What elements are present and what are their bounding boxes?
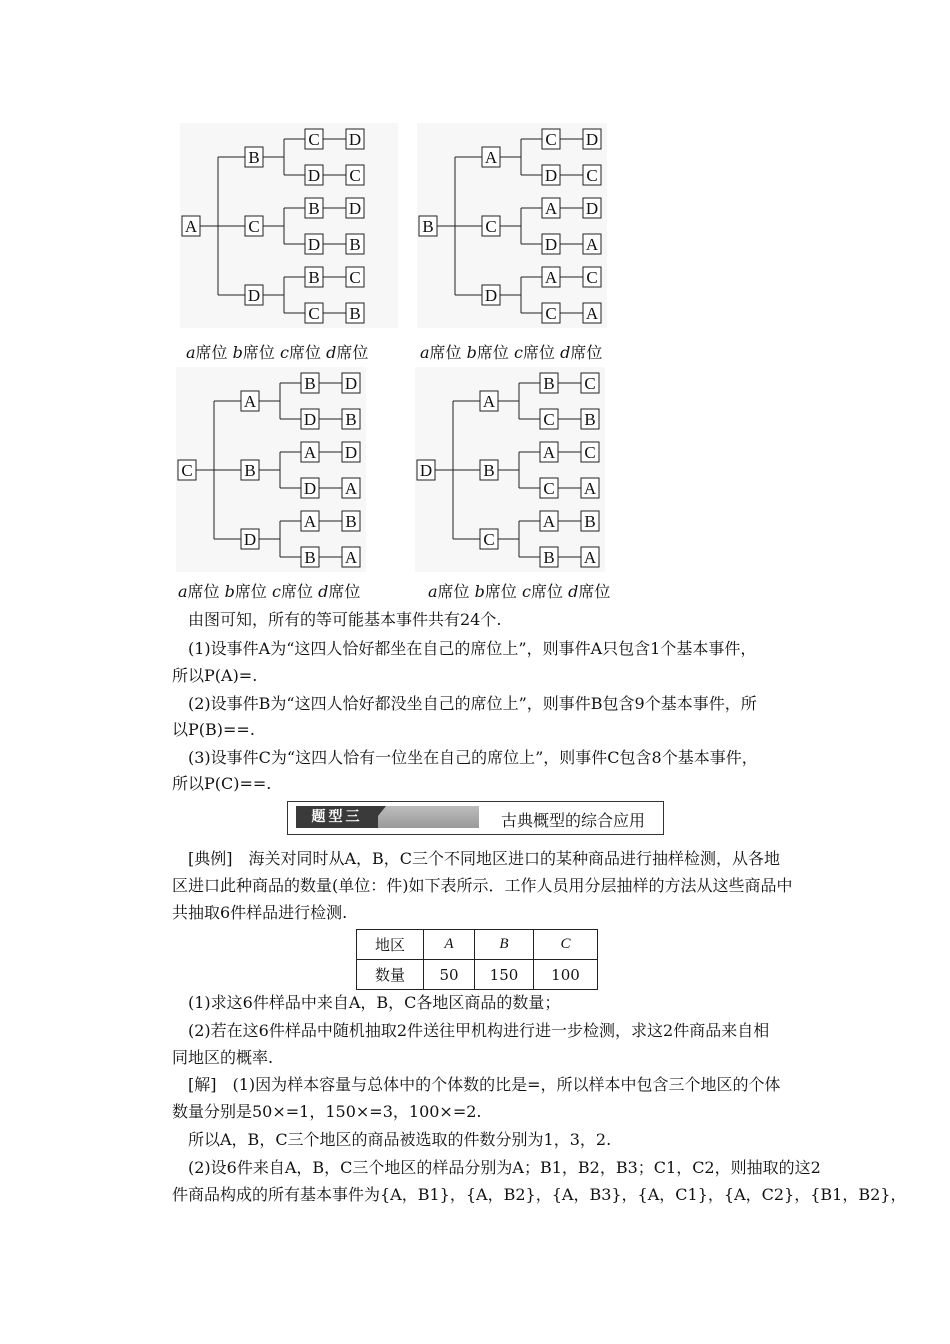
table-cell: 100 xyxy=(534,960,598,990)
svg-text:A: A xyxy=(184,217,198,236)
quantity-table xyxy=(356,929,598,990)
table-cell: A xyxy=(424,930,475,960)
svg-text:B: B xyxy=(308,199,320,218)
tree-leaf-node xyxy=(305,198,323,218)
tree-leaf-node xyxy=(581,511,599,531)
tree-leaf-node xyxy=(581,478,599,498)
svg-text:B: B xyxy=(543,548,555,567)
tree-leaf-node xyxy=(542,129,560,149)
caption-tree-d: a席位 b席位 c席位 d席位 xyxy=(428,582,611,601)
tree-leaf-node xyxy=(301,409,319,429)
tree-leaf-node xyxy=(540,409,558,429)
tree-leaf-node xyxy=(583,129,601,149)
tree-branch-node xyxy=(245,216,263,236)
table-cell: 150 xyxy=(475,960,534,990)
section-banner xyxy=(287,801,664,835)
tree-leaf-node xyxy=(342,511,360,531)
tree-leaf-node xyxy=(583,198,601,218)
tree-branch-node xyxy=(245,147,263,167)
tree-leaf-node xyxy=(540,442,558,462)
caption-tree-b: a席位 b席位 c席位 d席位 xyxy=(420,343,603,362)
tree-branch-node xyxy=(241,391,259,411)
paragraph: 以P(B)==. xyxy=(172,720,255,739)
svg-text:B: B xyxy=(543,374,555,393)
paragraph: 由图可知，所有的等可能基本事件共有24个. xyxy=(188,610,502,629)
tree-root-node xyxy=(419,216,437,236)
tree-leaf-node xyxy=(342,373,360,393)
table-cell: 地区 xyxy=(357,930,424,960)
paragraph: 数量分别是50×=1，150×=3，100×=2. xyxy=(172,1102,482,1121)
svg-text:A: A xyxy=(344,479,358,498)
tree-leaf-node xyxy=(542,165,560,185)
paragraph: 所以P(C)==. xyxy=(172,774,272,793)
tree-leaf-node xyxy=(301,373,319,393)
tree-leaf-node xyxy=(542,267,560,287)
svg-text:D: D xyxy=(348,199,362,218)
tree-leaf-node xyxy=(342,442,360,462)
tree-leaf-node xyxy=(540,511,558,531)
paragraph: [解] (1)因为样本容量与总体中的个体数的比是=，所以样本中包含三个地区的个体 xyxy=(188,1075,781,1094)
tree-leaf-node xyxy=(542,303,560,323)
svg-text:B: B xyxy=(248,148,260,167)
svg-text:A: A xyxy=(585,235,599,254)
tree-svg xyxy=(417,123,607,328)
svg-text:D: D xyxy=(303,479,317,498)
svg-text:D: D xyxy=(544,166,558,185)
tree-leaf-node xyxy=(342,409,360,429)
section-tag xyxy=(296,806,479,828)
paragraph: [典例] 海关对同时从A，B，C三个不同地区进口的某种商品进行抽样检测，从各地 xyxy=(188,849,781,868)
svg-text:D: D xyxy=(544,235,558,254)
tree-leaf-node xyxy=(305,234,323,254)
table-cell: 数量 xyxy=(357,960,424,990)
svg-text:D: D xyxy=(303,410,317,429)
paragraph: 所以A，B，C三个地区的商品被选取的件数分别为1，3，2. xyxy=(188,1130,612,1149)
svg-text:C: C xyxy=(308,130,320,149)
caption-tree-a: a席位 b席位 c席位 d席位 xyxy=(186,343,369,362)
tree-leaf-node xyxy=(581,442,599,462)
svg-text:C: C xyxy=(584,374,596,393)
paragraph: (2)若在这6件样品中随机抽取2件送往甲机构进行进一步检测，求这2件商品来自相 xyxy=(188,1021,770,1040)
svg-text:C: C xyxy=(545,130,557,149)
svg-text:D: D xyxy=(348,130,362,149)
section-tag-label: 题型三 xyxy=(296,806,378,828)
svg-text:C: C xyxy=(485,217,497,236)
tree-branch-node xyxy=(241,529,259,549)
tree-leaf-node xyxy=(301,511,319,531)
paragraph: (2)设事件B为“这四人恰好都没坐自己的席位上”，则事件B包含9个基本事件，所 xyxy=(188,694,757,713)
svg-text:C: C xyxy=(483,530,495,549)
paragraph: 所以P(A)=. xyxy=(172,666,258,685)
svg-text:B: B xyxy=(584,410,596,429)
svg-text:C: C xyxy=(543,410,555,429)
paragraph: (2)设6件来自A，B，C三个地区的样品分别为A；B1，B2，B3；C1，C2，则抽取的这2 xyxy=(188,1158,821,1177)
svg-text:B: B xyxy=(304,548,316,567)
paragraph: 同地区的概率. xyxy=(172,1048,274,1067)
svg-text:C: C xyxy=(308,304,320,323)
svg-text:D: D xyxy=(247,286,261,305)
table-row xyxy=(357,960,598,990)
paragraph: (3)设事件C为“这四人恰有一位坐在自己的席位上”，则事件C包含8个基本事件， xyxy=(188,748,758,767)
svg-text:A: A xyxy=(303,512,317,531)
table-cell: B xyxy=(475,930,534,960)
svg-text:D: D xyxy=(344,443,358,462)
svg-text:C: C xyxy=(349,166,361,185)
table-cell: 50 xyxy=(424,960,475,990)
paragraph: 区进口此种商品的数量(单位：件)如下表所示．工作人员用分层抽样的方法从这些商品中 xyxy=(172,876,793,895)
svg-text:B: B xyxy=(584,512,596,531)
tree-leaf-node xyxy=(301,547,319,567)
svg-text:C: C xyxy=(248,217,260,236)
tree-leaf-node xyxy=(542,234,560,254)
caption-tree-c: a席位 b席位 c席位 d席位 xyxy=(178,582,361,601)
svg-text:D: D xyxy=(243,530,257,549)
svg-text:D: D xyxy=(307,166,321,185)
tree-leaf-node xyxy=(542,198,560,218)
svg-text:B: B xyxy=(422,217,434,236)
tree-diagram-a xyxy=(180,123,398,328)
table-header-row xyxy=(357,930,598,960)
paragraph: 共抽取6件样品进行检测. xyxy=(172,903,348,922)
svg-text:B: B xyxy=(349,304,361,323)
tree-leaf-node xyxy=(305,165,323,185)
tree-leaf-node xyxy=(301,442,319,462)
svg-text:A: A xyxy=(583,479,597,498)
tree-leaf-node xyxy=(583,303,601,323)
svg-text:A: A xyxy=(544,268,558,287)
tree-leaf-node xyxy=(346,303,364,323)
svg-text:B: B xyxy=(483,461,495,480)
paragraph: (1)求这6件样品中来自A，B，C各地区商品的数量； xyxy=(188,993,561,1012)
svg-text:D: D xyxy=(419,461,433,480)
svg-text:A: A xyxy=(344,548,358,567)
tree-leaf-node xyxy=(583,267,601,287)
tree-leaf-node xyxy=(540,547,558,567)
tree-leaf-node xyxy=(305,267,323,287)
svg-text:B: B xyxy=(308,268,320,287)
paragraph: (1)设事件A为“这四人恰好都坐在自己的席位上”，则事件A只包含1个基本事件， xyxy=(188,639,757,658)
svg-text:A: A xyxy=(484,148,498,167)
tree-leaf-node xyxy=(581,373,599,393)
svg-text:A: A xyxy=(542,512,556,531)
tree-branch-node xyxy=(480,529,498,549)
tree-branch-node xyxy=(480,391,498,411)
tree-svg xyxy=(176,367,366,572)
svg-text:A: A xyxy=(585,304,599,323)
svg-text:D: D xyxy=(484,286,498,305)
svg-text:A: A xyxy=(583,548,597,567)
svg-text:C: C xyxy=(543,479,555,498)
tree-leaf-node xyxy=(581,409,599,429)
tree-root-node xyxy=(417,460,435,480)
tree-leaf-node xyxy=(346,129,364,149)
tree-leaf-node xyxy=(581,547,599,567)
svg-text:C: C xyxy=(349,268,361,287)
tree-branch-node xyxy=(241,460,259,480)
svg-text:C: C xyxy=(181,461,193,480)
svg-text:A: A xyxy=(303,443,317,462)
svg-text:C: C xyxy=(584,443,596,462)
tree-branch-node xyxy=(480,460,498,480)
table-cell: C xyxy=(534,930,598,960)
section-title: 古典概型的综合应用 xyxy=(501,811,646,830)
tree-leaf-node xyxy=(301,478,319,498)
tree-leaf-node xyxy=(583,234,601,254)
svg-text:B: B xyxy=(345,512,357,531)
tree-leaf-node xyxy=(540,373,558,393)
tree-leaf-node xyxy=(305,303,323,323)
svg-text:A: A xyxy=(243,392,257,411)
svg-text:B: B xyxy=(244,461,256,480)
tree-leaf-node xyxy=(540,478,558,498)
svg-text:D: D xyxy=(585,199,599,218)
tree-root-node xyxy=(178,460,196,480)
svg-text:D: D xyxy=(307,235,321,254)
tree-leaf-node xyxy=(305,129,323,149)
tree-root-node xyxy=(182,216,200,236)
svg-text:B: B xyxy=(349,235,361,254)
svg-text:B: B xyxy=(345,410,357,429)
tree-branch-node xyxy=(482,216,500,236)
tag-notch xyxy=(378,806,386,816)
tree-leaf-node xyxy=(342,478,360,498)
tree-leaf-node xyxy=(342,547,360,567)
tree-svg xyxy=(415,367,605,572)
tree-svg xyxy=(180,123,398,328)
svg-text:C: C xyxy=(586,166,598,185)
svg-text:A: A xyxy=(544,199,558,218)
svg-text:D: D xyxy=(585,130,599,149)
tree-leaf-node xyxy=(583,165,601,185)
tree-diagram-c xyxy=(176,367,366,572)
tree-branch-node xyxy=(482,147,500,167)
tree-leaf-node xyxy=(346,165,364,185)
tree-diagram-d xyxy=(415,367,605,572)
svg-text:D: D xyxy=(344,374,358,393)
svg-text:A: A xyxy=(542,443,556,462)
tree-diagram-b xyxy=(417,123,607,328)
tree-leaf-node xyxy=(346,234,364,254)
tree-leaf-node xyxy=(346,198,364,218)
tree-branch-node xyxy=(245,285,263,305)
tree-branch-node xyxy=(482,285,500,305)
svg-text:A: A xyxy=(482,392,496,411)
svg-text:C: C xyxy=(545,304,557,323)
tree-leaf-node xyxy=(346,267,364,287)
paragraph: 件商品构成的所有基本事件为{A，B1}，{A，B2}，{A，B3}，{A，C1}，{A，C2}，{B1，B2}， xyxy=(172,1185,907,1204)
svg-text:B: B xyxy=(304,374,316,393)
svg-text:C: C xyxy=(586,268,598,287)
